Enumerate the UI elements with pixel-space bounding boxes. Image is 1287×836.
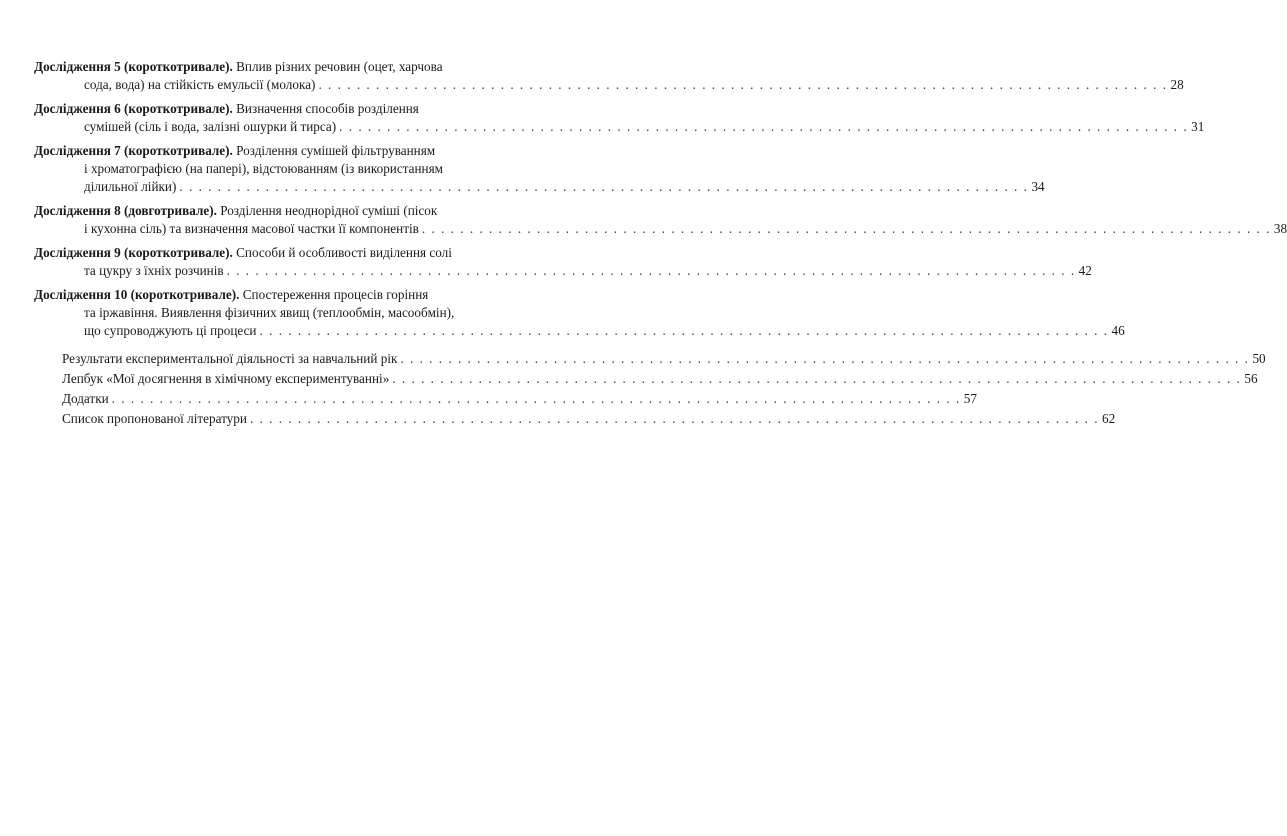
- page-number: 28: [1170, 77, 1184, 92]
- table-of-contents: [34, 58, 1287, 430]
- page-number: 42: [1078, 263, 1092, 278]
- toc-entry-5: [34, 58, 1184, 94]
- leader-dots: [179, 179, 1028, 194]
- entry-title: Дослідження 5 (короткотривале).: [34, 59, 233, 74]
- leader-dots: [392, 370, 1241, 388]
- leader-dots: [227, 263, 1076, 278]
- entry-text: Вплив різних речовин (оцет, харчова: [232, 59, 443, 74]
- entry-title: Дослідження 7 (короткотривале).: [34, 143, 233, 158]
- entry-text: що супроводжують ці процеси: [84, 323, 257, 338]
- leader-dots: [112, 390, 961, 408]
- toc-entry-9: [34, 244, 1092, 280]
- toc-entry-7: [34, 142, 1045, 196]
- toc-item-results: [34, 350, 1266, 368]
- entry-text: і хроматографією (на папері), відстоюванням (із використанням: [84, 161, 444, 176]
- page-number: 38: [1273, 221, 1287, 236]
- toc-item-literature: [34, 410, 1116, 428]
- toc-entry-8: [34, 202, 1287, 238]
- leader-dots: [422, 221, 1271, 236]
- entry-text: Способи й особливості виділення солі: [232, 245, 452, 260]
- toc-item-appendices: [34, 390, 977, 408]
- leader-dots: [250, 410, 1099, 428]
- entry-text: сумішей (сіль і вода, залізні ошурки й тирса): [84, 119, 337, 134]
- item-text: Результати експериментальної діяльності за навчальний рік: [62, 351, 398, 366]
- entry-text: ділильної лійки): [84, 179, 177, 194]
- entry-title: Дослідження 10 (короткотривале).: [34, 287, 240, 302]
- leader-dots: [260, 323, 1109, 338]
- entry-text: та іржавіння. Виявлення фізичних явищ (теплообмін, масообмін),: [84, 305, 455, 320]
- page-number: 31: [1191, 119, 1205, 134]
- leader-dots: [400, 350, 1249, 368]
- page-number: 50: [1252, 351, 1266, 366]
- page-number: 46: [1111, 323, 1125, 338]
- toc-item-lapbook: [34, 370, 1258, 388]
- entry-text: Визначення способів розділення: [232, 101, 419, 116]
- entry-text: Розділення сумішей фільтруванням: [232, 143, 436, 158]
- page-number: 62: [1101, 411, 1116, 426]
- entry-title: Дослідження 9 (короткотривале).: [34, 245, 233, 260]
- entry-text: сода, вода) на стійкість емульсії (молока): [84, 77, 316, 92]
- leader-dots: [339, 119, 1188, 134]
- page-number: 56: [1244, 371, 1258, 386]
- item-text: Лепбук «Мої досягнення в хімічному експериментуванні»: [62, 371, 390, 386]
- leader-dots: [318, 77, 1167, 92]
- page-number: 57: [963, 391, 977, 406]
- item-text: Список пропонованої літератури: [62, 411, 247, 426]
- toc-entry-10: [34, 286, 1125, 340]
- entry-text: та цукру з їхніх розчинів: [84, 263, 224, 278]
- page-number: 34: [1031, 179, 1045, 194]
- entry-title: Дослідження 6 (короткотривале).: [34, 101, 233, 116]
- entry-text: і кухонна сіль) та визначення масової частки її компонентів: [84, 221, 419, 236]
- entry-text: Розділення неоднорідної суміші (пісок: [216, 203, 438, 218]
- item-text: Додатки: [62, 391, 109, 406]
- toc-entry-6: [34, 100, 1205, 136]
- entry-title: Дослідження 8 (довготривале).: [34, 203, 217, 218]
- entry-text: Спостереження процесів горіння: [239, 287, 429, 302]
